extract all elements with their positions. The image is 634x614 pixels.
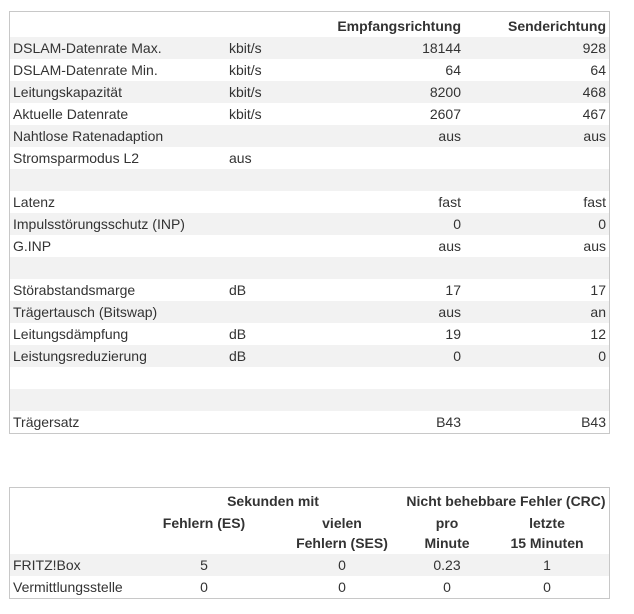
table-row <box>10 235 609 257</box>
row-label: Latenz <box>13 194 56 210</box>
row-label: Trägertausch (Bitswap) <box>13 304 158 320</box>
table-row <box>10 323 609 345</box>
table-row <box>10 345 609 367</box>
row-last-value: 0 <box>543 579 551 595</box>
row-rx-value: 17 <box>445 282 461 298</box>
row-label: Nahtlose Ratenadaption <box>13 128 164 144</box>
row-unit: kbit/s <box>229 62 262 78</box>
row-unit: kbit/s <box>229 84 262 100</box>
row-tx-value: aus <box>583 238 606 254</box>
header-crc-group: Nicht behebbare Fehler (CRC) <box>406 493 606 509</box>
dsl-table-header <box>10 15 609 37</box>
table-row <box>10 301 609 323</box>
row-rx-value: 0 <box>453 216 461 232</box>
row-unit: kbit/s <box>229 106 262 122</box>
row-label: Trägersatz <box>13 414 80 430</box>
row-rx-value: 0 <box>453 348 461 364</box>
row-rx-value: B43 <box>436 414 461 430</box>
row-tx-value: B43 <box>581 414 606 430</box>
row-unit: kbit/s <box>229 40 262 56</box>
row-pro-value: 0 <box>443 579 451 595</box>
row-rx-value: 8200 <box>429 84 461 100</box>
table-row <box>10 169 609 191</box>
row-label: Aktuelle Datenrate <box>13 106 129 122</box>
table-row <box>10 125 609 147</box>
table-row <box>10 257 609 279</box>
row-tx-value: fast <box>583 194 606 210</box>
header-ses-1: vielen <box>322 515 362 531</box>
row-label: Impulsstörungsschutz (INP) <box>13 216 185 232</box>
table-row <box>10 576 609 598</box>
row-rx-value: aus <box>438 304 461 320</box>
header-rx: Empfangsrichtung <box>337 18 461 34</box>
row-last-value: 1 <box>543 557 551 573</box>
row-tx-value: 468 <box>582 84 606 100</box>
table-row <box>10 279 609 301</box>
row-unit: dB <box>229 282 247 298</box>
table-row <box>10 389 609 411</box>
row-es-value: 5 <box>200 557 208 573</box>
table-row <box>10 147 609 169</box>
row-pro-value: 0.23 <box>433 557 461 573</box>
row-unit: dB <box>229 348 247 364</box>
row-tx-value: 928 <box>582 40 606 56</box>
row-rx-value: fast <box>438 194 461 210</box>
table-row <box>10 367 609 389</box>
table-row <box>10 59 609 81</box>
row-label: FRITZ!Box <box>13 557 81 573</box>
row-unit: dB <box>229 326 247 342</box>
row-tx-value: an <box>590 304 606 320</box>
row-label: Stromsparmodus L2 <box>13 150 140 166</box>
dsl-info-table <box>9 11 610 434</box>
row-rx-value: aus <box>438 128 461 144</box>
row-ses-value: 0 <box>338 579 346 595</box>
row-tx-value: aus <box>583 128 606 144</box>
table-row <box>10 411 609 433</box>
row-label: Störabstandsmarge <box>13 282 136 298</box>
table-row <box>10 81 609 103</box>
row-tx-value: 0 <box>598 216 606 232</box>
row-tx-value: 12 <box>590 326 606 342</box>
row-label: Leistungsreduzierung <box>13 348 147 364</box>
table-row <box>10 213 609 235</box>
row-ses-value: 0 <box>338 557 346 573</box>
row-label: Leitungsdämpfung <box>13 326 129 342</box>
row-rx-value: aus <box>438 238 461 254</box>
header-tx: Senderichtung <box>507 18 606 34</box>
error-stats-table <box>9 487 610 599</box>
row-es-value: 0 <box>200 579 208 595</box>
row-label: DSLAM-Datenrate Min. <box>13 62 158 78</box>
row-rx-value: 2607 <box>429 106 461 122</box>
row-rx-value: 18144 <box>422 40 461 56</box>
row-tx-value: 17 <box>590 282 606 298</box>
table-row <box>10 103 609 125</box>
header-seconds-group: Sekunden mit <box>227 493 319 509</box>
header-pro-2: Minute <box>424 535 470 551</box>
row-unit: aus <box>229 150 252 166</box>
header-es: Fehlern (ES) <box>162 515 246 531</box>
row-label: DSLAM-Datenrate Max. <box>13 40 162 56</box>
header-ses-2: Fehlern (SES) <box>296 535 388 551</box>
row-label: G.INP <box>13 238 52 254</box>
row-tx-value: 64 <box>590 62 606 78</box>
table-row <box>10 554 609 576</box>
row-label: Leitungskapazität <box>13 84 122 100</box>
table-row <box>10 37 609 59</box>
header-last-1: letzte <box>529 515 565 531</box>
table-row <box>10 191 609 213</box>
row-tx-value: 0 <box>598 348 606 364</box>
row-rx-value: 19 <box>445 326 461 342</box>
row-tx-value: 467 <box>582 106 606 122</box>
header-last-2: 15 Minuten <box>510 535 584 551</box>
row-label: Vermittlungsstelle <box>13 579 123 595</box>
header-pro-1: pro <box>435 515 459 531</box>
row-rx-value: 64 <box>445 62 461 78</box>
